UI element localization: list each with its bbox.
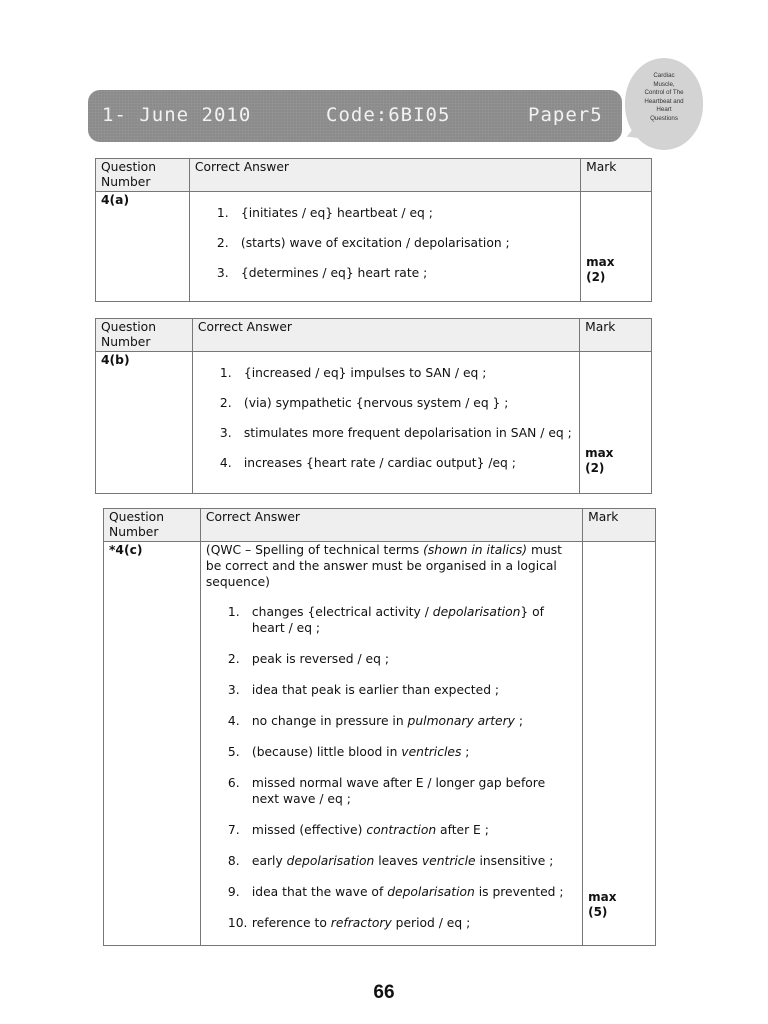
header-correct-answer: Correct Answer: [200, 509, 582, 542]
mark-cell: [581, 192, 652, 302]
list-item: 1. {initiates / eq} heartbeat / eq ;: [216, 206, 433, 220]
table-header-row: [104, 509, 656, 542]
answer-cell: [200, 542, 582, 946]
list-item: 7. missed (effective) contraction after E ;: [227, 823, 489, 837]
mark-cell: [583, 542, 656, 946]
topic-bubble-text: [633, 72, 695, 123]
header-mark: Mark: [583, 509, 656, 542]
list-item: 8. early depolarisation leaves ventricle insensitive ;: [227, 854, 554, 868]
list-item: 4. increases {heart rate / cardiac output} /eq ;: [219, 456, 516, 470]
header-question-number: Question Number: [96, 319, 193, 352]
answer-cell: [189, 192, 580, 302]
table-row: [104, 542, 656, 946]
topic-line: Heartbeat and: [644, 97, 684, 105]
topic-line: Cardiac: [653, 72, 675, 79]
list-item: 1. {increased / eq} impulses to SAN / eq ;: [219, 366, 487, 380]
mark-scheme-table-4c: [103, 508, 656, 946]
answer-cell: [192, 352, 579, 494]
topic-line: Control of The: [644, 89, 684, 96]
topic-bubble: [625, 58, 703, 150]
topic-line: Questions: [650, 114, 678, 122]
list-item: 4. no change in pressure in pulmonary artery ;: [227, 714, 524, 728]
list-item: 9. idea that the wave of depolarisation is prevented ;: [227, 885, 564, 899]
answer-list: [220, 366, 574, 470]
list-item: 1. changes {electrical activity / depolarisation} of heart / eq ;: [227, 605, 545, 635]
mark-max: max (5): [588, 890, 617, 919]
list-item: 10. reference to refractory period / eq ;: [227, 916, 471, 930]
header-question-number: Question Number: [104, 509, 201, 542]
header-question-number: Question Number: [96, 159, 190, 192]
mark-scheme-table-4a: [95, 158, 652, 302]
list-item: 3. idea that peak is earlier than expected ;: [227, 683, 500, 697]
table-row: [96, 192, 652, 302]
header-mark: Mark: [581, 159, 652, 192]
answer-list: [217, 206, 575, 280]
header-banner: [88, 90, 622, 142]
list-item: 3. {determines / eq} heart rate ;: [216, 266, 428, 280]
table-row: [96, 352, 652, 494]
qwc-note: (QWC – Spelling of technical terms (shown in italics) must be correct and the answer must be organised in a logical sequence): [205, 543, 562, 589]
list-item: 2. (starts) wave of excitation / depolarisation ;: [216, 236, 510, 250]
exam-date: 1- June 2010: [102, 104, 252, 126]
list-item: 2. peak is reversed / eq ;: [227, 652, 389, 666]
list-item: 6. missed normal wave after E / longer gap before next wave / eq ;: [227, 776, 546, 806]
exam-code: Code:6BI05: [326, 104, 451, 126]
question-number: *4(c): [104, 542, 201, 946]
topic-line: Heart: [656, 106, 672, 113]
topic-line: Muscle,: [653, 80, 675, 88]
exam-paper: Paper5: [528, 104, 603, 126]
page-number: 66: [373, 982, 395, 1003]
header-correct-answer: Correct Answer: [189, 159, 580, 192]
mark-scheme-table-4b: [95, 318, 652, 494]
question-number: 4(b): [96, 352, 193, 494]
list-item: 2. (via) sympathetic {nervous system / eq } ;: [219, 396, 509, 410]
answer-list: [228, 604, 575, 931]
question-number: 4(a): [96, 192, 190, 302]
header-correct-answer: Correct Answer: [192, 319, 579, 352]
header-mark: Mark: [580, 319, 652, 352]
table-header-row: [96, 319, 652, 352]
list-item: 3. stimulates more frequent depolarisation in SAN / eq ;: [219, 426, 572, 440]
mark-cell: [580, 352, 652, 494]
list-item: 5. (because) little blood in ventricles ;: [227, 745, 470, 759]
mark-max: max (2): [586, 255, 615, 284]
table-header-row: [96, 159, 652, 192]
mark-max: max (2): [585, 446, 614, 475]
